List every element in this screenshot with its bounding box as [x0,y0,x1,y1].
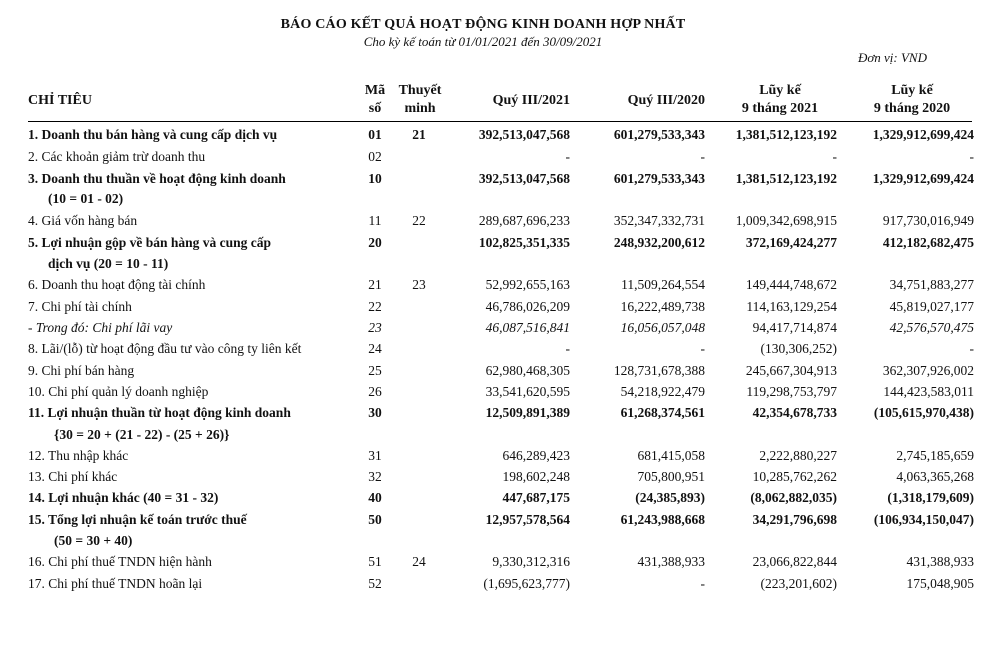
row-code: 50 [368,512,382,527]
cell-ytd-2021: - [832,149,837,164]
cell-ytd-2020: 431,388,933 [906,554,974,569]
table-row [0,445,1001,466]
table-row [0,487,1001,508]
table-row [0,232,1001,253]
table-row [0,274,1001,295]
cell-ytd-2021: 1,009,342,698,915 [735,213,837,228]
cell-q3-2021: - [565,341,570,356]
header-note [392,82,448,118]
row-code: 01 [368,127,382,142]
row-label: 6. Doanh thu hoạt động tài chính [28,277,206,292]
row-note: 22 [412,213,426,228]
cell-q3-2021: - [565,149,570,164]
cell-ytd-2021: 23,066,822,844 [752,554,837,569]
cell-ytd-2020: 144,423,583,011 [883,384,974,399]
cell-ytd-2021: (223,201,602) [760,576,837,591]
row-label: 5. Lợi nhuận gộp về bán hàng và cung cấp [28,235,272,250]
row-code: 23 [368,320,382,335]
cell-q3-2021: 46,786,026,209 [485,299,570,314]
row-code: 51 [368,554,382,569]
row-label-continuation: (50 = 30 + 40) [54,533,133,548]
cell-q3-2020: 61,243,988,668 [620,512,705,527]
cell-ytd-2020: 1,329,912,699,424 [872,171,974,186]
cell-q3-2020: 601,279,533,343 [613,171,705,186]
header-note-line2: minh [404,101,436,116]
cell-ytd-2020: 917,730,016,949 [882,213,974,228]
cell-q3-2020: 601,279,533,343 [613,127,705,142]
header-ytd-2021-line1: Lũy kế [759,83,801,98]
row-label: 11. Lợi nhuận thuần từ hoạt động kinh doanh [28,405,291,420]
cell-ytd-2021: 2,222,880,227 [759,448,837,463]
row-code: 02 [368,149,382,164]
cell-q3-2021: (1,695,623,777) [483,576,570,591]
cell-q3-2021: 46,087,516,841 [485,320,570,335]
row-label: - Trong đó: Chi phí lãi vay [28,320,173,335]
table-row [0,360,1001,381]
row-label-continuation: {30 = 20 + (21 - 22) - (25 + 26)} [54,427,230,442]
cell-q3-2020: 705,800,951 [637,469,705,484]
row-note: 24 [412,554,426,569]
table-row [0,509,1001,530]
cell-ytd-2021: 119,298,753,797 [746,384,837,399]
row-label: 17. Chi phí thuế TNDN hoãn lại [28,576,203,591]
cell-ytd-2020: (105,615,970,438) [873,405,974,420]
row-label: 4. Giá vốn hàng bán [28,213,138,228]
cell-ytd-2020: - [969,149,974,164]
cell-q3-2021: 9,330,312,316 [492,554,570,569]
row-note: 23 [412,277,426,292]
row-label: 10. Chi phí quản lý doanh nghiệp [28,384,209,399]
report-title: BÁO CÁO KẾT QUẢ HOẠT ĐỘNG KINH DOANH HỢP NHẤT [280,17,686,32]
cell-q3-2021: 289,687,696,233 [478,213,570,228]
row-label: 8. Lãi/(lỗ) từ hoạt động đầu tư vào công ty liên kết [28,341,302,356]
cell-ytd-2020: 412,182,682,475 [882,235,974,250]
cell-q3-2020: (24,385,893) [635,490,705,505]
header-ytd-2020-line1: Lũy kế [891,83,933,98]
header-code-line2: số [368,101,382,116]
row-label-continuation: dịch vụ (20 = 10 - 11) [48,256,169,271]
header-ytd-2020-line2: 9 tháng 2020 [873,101,951,116]
header-ytd-2021-line2: 9 tháng 2021 [741,101,819,116]
cell-q3-2021: 12,957,578,564 [485,512,570,527]
cell-ytd-2021: 149,444,748,672 [745,277,837,292]
cell-q3-2020: 61,268,374,561 [620,405,705,420]
cell-ytd-2020: 175,048,905 [906,576,974,591]
row-code: 32 [368,469,382,484]
cell-ytd-2021: (130,306,252) [760,341,837,356]
cell-ytd-2021: 10,285,762,262 [752,469,837,484]
cell-ytd-2020: 4,063,365,268 [896,469,974,484]
cell-ytd-2020: (1,318,179,609) [887,490,974,505]
row-code: 30 [368,405,382,420]
cell-ytd-2020: 34,751,883,277 [889,277,974,292]
row-label: 12. Thu nhập khác [28,448,129,463]
cell-ytd-2021: 94,417,714,874 [752,320,837,335]
row-code: 25 [368,363,382,378]
cell-q3-2021: 102,825,351,335 [478,235,570,250]
header-label: CHỈ TIÊU [28,93,92,108]
row-label: 7. Chi phí tài chính [28,299,132,314]
row-label: 14. Lợi nhuận khác (40 = 31 - 32) [28,490,219,505]
cell-q3-2020: 431,388,933 [637,554,705,569]
cell-ytd-2020: 362,307,926,002 [882,363,974,378]
cell-ytd-2020: 1,329,912,699,424 [872,127,974,142]
row-code: 52 [368,576,382,591]
header-q3-2021: Quý III/2021 [492,93,570,108]
table-row [0,317,1001,338]
cell-q3-2020: 11,509,264,554 [621,277,705,292]
row-code: 21 [368,277,382,292]
cell-ytd-2021: 42,354,678,733 [752,405,837,420]
table-row [0,146,1001,167]
row-label: 1. Doanh thu bán hàng và cung cấp dịch vụ [28,127,278,142]
cell-ytd-2020: 45,819,027,177 [889,299,974,314]
cell-q3-2020: 128,731,678,388 [613,363,705,378]
row-code: 26 [368,384,382,399]
cell-ytd-2021: 245,667,304,913 [745,363,837,378]
table-row [0,466,1001,487]
cell-q3-2020: - [700,341,705,356]
cell-ytd-2021: (8,062,882,035) [750,490,837,505]
header-ytd-2021 [718,82,842,118]
row-code: 10 [368,171,382,186]
cell-q3-2021: 62,980,468,305 [485,363,570,378]
cell-ytd-2021: 372,169,424,277 [745,235,837,250]
table-row [0,551,1001,572]
table-row [0,168,1001,189]
header-rule [28,121,972,122]
cell-q3-2020: - [700,576,705,591]
cell-ytd-2021: 34,291,796,698 [752,512,837,527]
table-row [0,338,1001,359]
row-label: 2. Các khoản giảm trừ doanh thu [28,149,206,164]
header-note-line1: Thuyết [398,83,442,98]
cell-ytd-2020: 2,745,185,659 [896,448,974,463]
table-row [0,402,1001,423]
row-label: 15. Tổng lợi nhuận kế toán trước thuế [28,512,247,527]
cell-q3-2020: - [700,149,705,164]
row-label: 13. Chi phí khác [28,469,118,484]
cell-q3-2021: 33,541,620,595 [485,384,570,399]
row-code: 22 [368,299,382,314]
cell-q3-2021: 646,289,423 [502,448,570,463]
cell-ytd-2020: - [969,341,974,356]
cell-q3-2020: 681,415,058 [637,448,705,463]
cell-q3-2021: 52,992,655,163 [485,277,570,292]
row-code: 20 [368,235,382,250]
row-code: 40 [368,490,382,505]
cell-q3-2020: 16,056,057,048 [620,320,705,335]
cell-q3-2020: 16,222,489,738 [620,299,705,314]
row-code: 11 [368,213,382,228]
cell-ytd-2021: 114,163,129,254 [746,299,837,314]
table-row [0,296,1001,317]
table-row [0,124,1001,145]
table-row [0,381,1001,402]
header-q3-2020: Quý III/2020 [627,93,705,108]
row-code: 31 [368,448,382,463]
currency-unit: Đơn vị: VND [857,50,927,65]
table-row [0,573,1001,594]
row-label: 3. Doanh thu thuần về hoạt động kinh doanh [28,171,286,186]
cell-ytd-2020: 42,576,570,475 [889,320,974,335]
cell-q3-2021: 198,602,248 [502,469,570,484]
cell-q3-2021: 447,687,175 [502,490,570,505]
cell-ytd-2020: (106,934,150,047) [873,512,974,527]
cell-q3-2021: 392,513,047,568 [478,171,570,186]
row-label: 9. Chi phí bán hàng [28,363,135,378]
cell-q3-2021: 12,509,891,389 [485,405,570,420]
cell-q3-2020: 54,218,922,479 [620,384,705,399]
row-label: 16. Chi phí thuế TNDN hiện hành [28,554,212,569]
header-code-line1: Mã [364,83,386,98]
report-subtitle: Cho kỳ kế toán từ 01/01/2021 đến 30/09/2021 [363,34,603,49]
cell-q3-2021: 392,513,047,568 [478,127,570,142]
cell-ytd-2021: 1,381,512,123,192 [735,127,837,142]
table-row [0,210,1001,231]
row-label-continuation: (10 = 01 - 02) [48,191,124,206]
row-code: 24 [368,341,382,356]
header-ytd-2020 [850,82,974,118]
row-note: 21 [412,127,426,142]
cell-ytd-2021: 1,381,512,123,192 [735,171,837,186]
cell-q3-2020: 248,932,200,612 [613,235,705,250]
header-code [356,82,394,118]
cell-q3-2020: 352,347,332,731 [613,213,705,228]
